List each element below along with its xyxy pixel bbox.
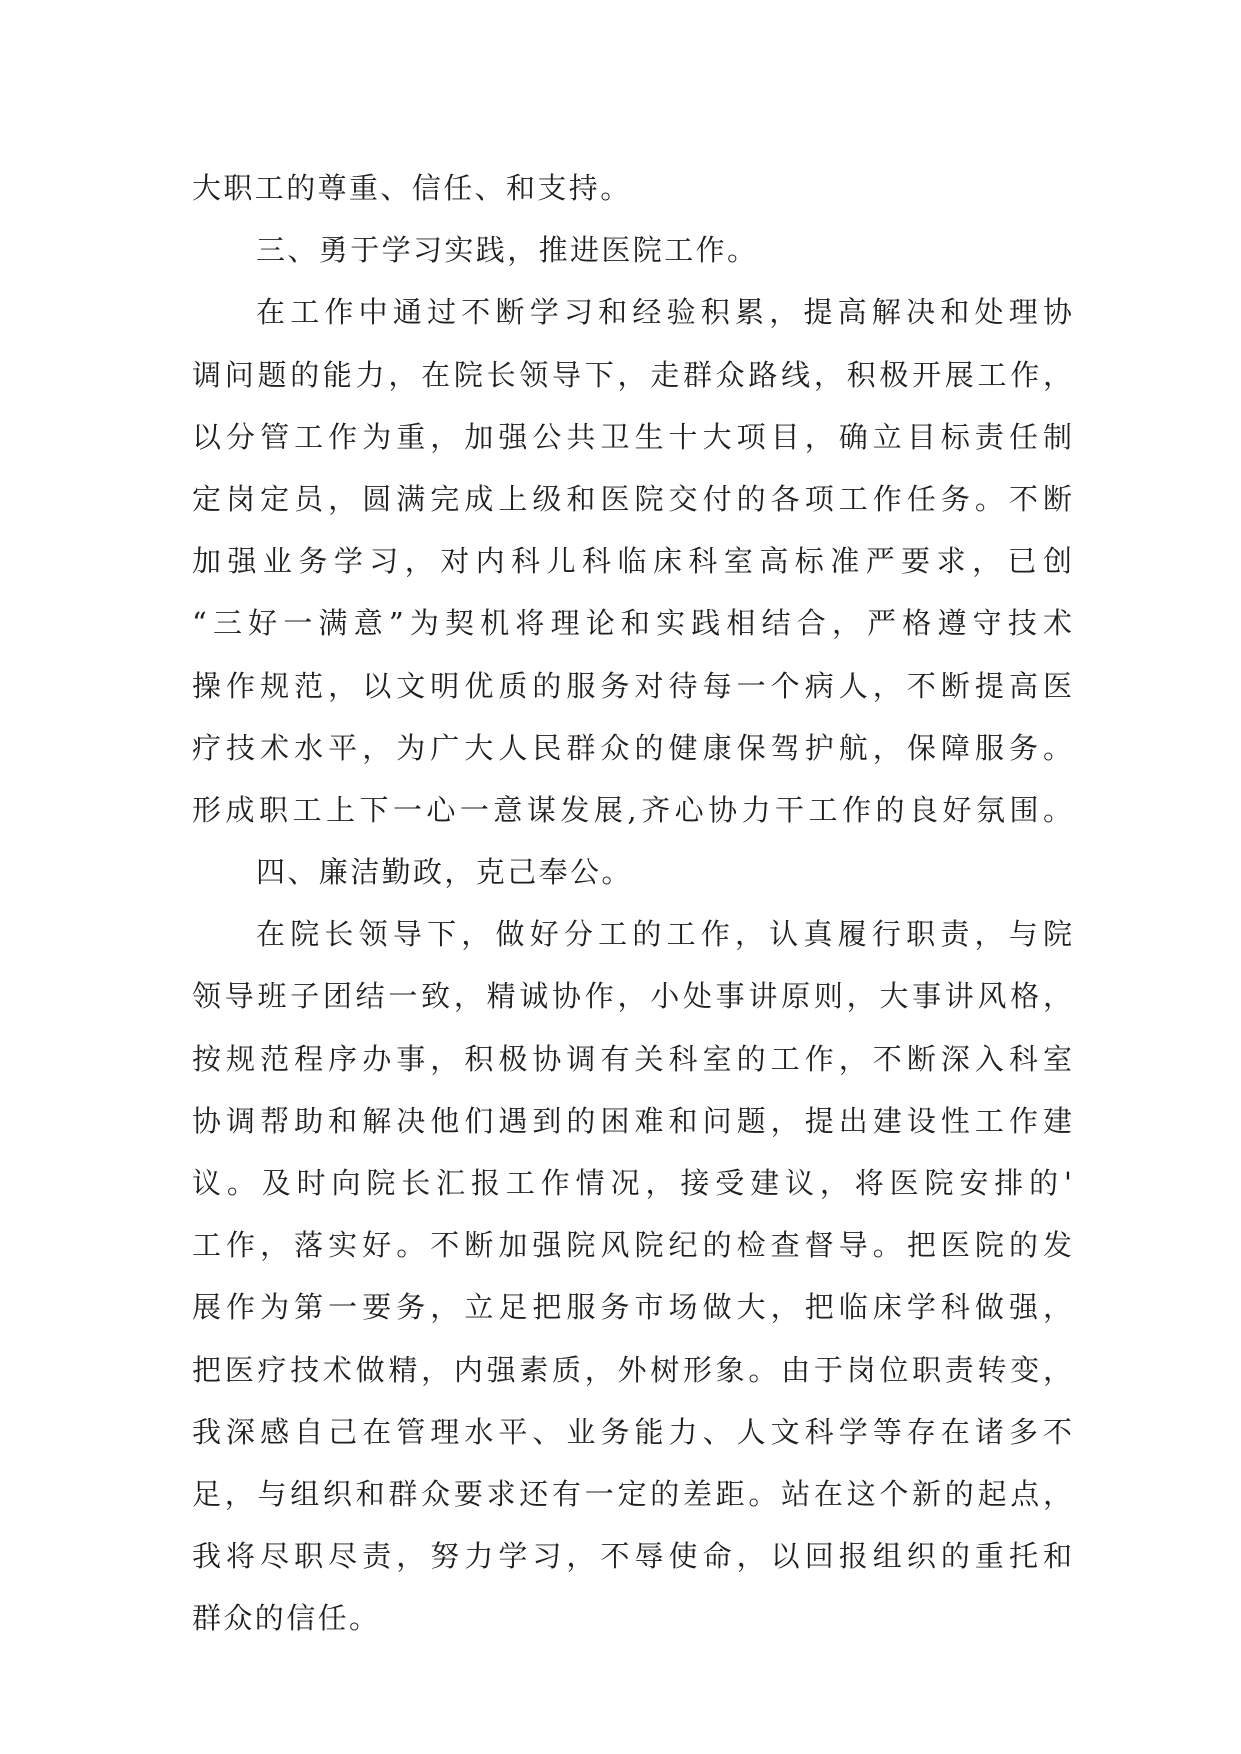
text-line: 展作为第一要务，立足把服务市场做大，把临床学科做强， <box>192 1290 1072 1325</box>
text-line: “三好一满意”为契机将理论和实践相结合，严格遵守技术 <box>192 606 1072 641</box>
text-line: 疗技术水平，为广大人民群众的健康保驾护航，保障服务。 <box>192 730 1072 765</box>
text-line: 工作，落实好。不断加强院风院纪的检查督导。把医院的发 <box>192 1228 1072 1263</box>
text-line: 定岗定员，圆满完成上级和医院交付的各项工作任务。不断 <box>192 481 1072 516</box>
text-line: 在院长领导下，做好分工的工作，认真履行职责，与院 <box>256 917 1072 952</box>
text-line: 操作规范，以文明优质的服务对待每一个病人，不断提高医 <box>192 668 1072 703</box>
text-line: 形成职工上下一心一意谋发展,齐心协力干工作的良好氛围。 <box>192 792 1072 827</box>
text-line: 领导班子团结一致，精诚协作，小处事讲原则，大事讲风格， <box>192 979 1072 1014</box>
text-line: 在工作中通过不断学习和经验积累，提高解决和处理协 <box>256 295 1072 330</box>
text-line: 足，与组织和群众要求还有一定的差距。站在这个新的起点， <box>192 1476 1072 1511</box>
text-line: 按规范程序办事，积极协调有关科室的工作，不断深入科室 <box>192 1041 1072 1076</box>
text-line: 加强业务学习，对内科儿科临床科室高标准严要求，已创 <box>192 544 1072 579</box>
text-line: 我将尽职尽责，努力学习，不辱使命，以回报组织的重托和 <box>192 1539 1072 1574</box>
text-line: 大职工的尊重、信任、和支持。 <box>192 171 632 205</box>
text-line: 议。及时向院长汇报工作情况，接受建议，将医院安排的' <box>192 1166 1072 1200</box>
section-heading: 四、廉洁勤政，克己奉公。 <box>256 855 633 890</box>
document-body <box>192 157 1072 1650</box>
text-line: 我深感自己在管理水平、业务能力、人文科学等存在诸多不 <box>192 1414 1072 1449</box>
text-line: 群众的信任。 <box>192 1601 381 1636</box>
section-heading: 三、勇于学习实践，推进医院工作。 <box>256 233 759 268</box>
text-line: 以分管工作为重，加强公共卫生十大项目，确立目标责任制 <box>192 419 1072 454</box>
text-line: 调问题的能力，在院长领导下，走群众路线，积极开展工作， <box>192 357 1072 392</box>
text-line: 把医疗技术做精，内强素质，外树形象。由于岗位职责转变， <box>192 1352 1072 1387</box>
text-line: 协调帮助和解决他们遇到的困难和问题，提出建设性工作建 <box>192 1103 1072 1138</box>
